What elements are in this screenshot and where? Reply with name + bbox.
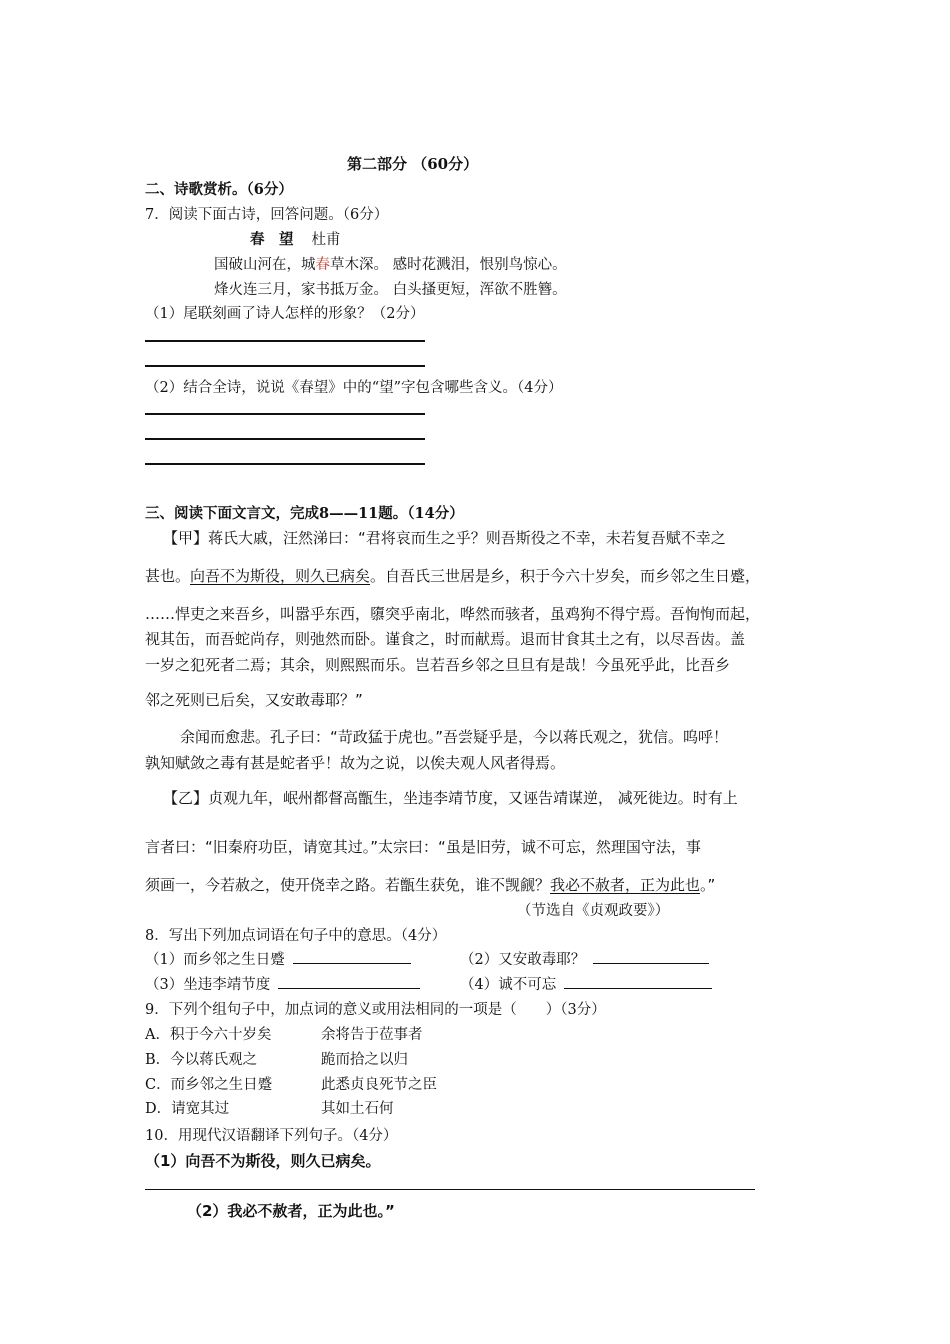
section2-heading: 二、诗歌赏析。（6分） [145, 181, 293, 198]
underlined-sentence: 向吾不为斯役，则久已病矣 [190, 567, 371, 585]
question-10: 10．用现代汉语翻译下列句子。（4分） [145, 1128, 398, 1144]
text-jia-line-7: 余闻而愈悲。孔子曰：“苛政猛于虎也。”吾尝疑乎是，今以蒋氏观之，犹信。呜呼！ [180, 728, 729, 746]
poem-header [250, 228, 341, 249]
underlined-sentence: 我必不赦者，正为此也 [550, 876, 701, 894]
option-a-right: 余将告于莅事者 [321, 1027, 423, 1043]
answer-blank[interactable] [293, 949, 411, 964]
option-b-right: 跪而拾之以归 [321, 1052, 408, 1068]
text-segment: 须画一，今若赦之，使开侥幸之路。若甑生获免，谁不觊觎？ [145, 876, 551, 894]
answer-blank[interactable] [564, 974, 712, 989]
text-jia-line-5: 一岁之犯死者二焉；其余，则熙熙而乐。岂若吾乡邻之旦旦有是哉！今虽死乎此，比吾乡 [145, 656, 731, 674]
answer-line[interactable] [145, 1189, 755, 1190]
poem-line-1-part-b: 草木深。 感时花溅泪，恨别鸟惊心。 [330, 257, 567, 273]
text-jia-line-8: 孰知赋敛之毒有甚是蛇者乎！故为之说，以俟夫观人风者得焉。 [145, 754, 566, 772]
question-8-2 [460, 948, 709, 969]
question-8-4-text: （4）诚不可忘 [460, 977, 557, 993]
question-8-2-text: （2）又安敢毒耶？ [460, 952, 586, 968]
text-jia-line-3: ……悍吏之来吾乡，叫嚣乎东西，隳突乎南北，哗然而骇者，虽鸡狗不得宁焉。吾恂恂而起， [145, 605, 761, 623]
question-9: 9．下列个组句子中，加点词的意义或用法相同的一项是（ ）（3分） [145, 1002, 606, 1018]
question-8-3 [145, 973, 420, 994]
question-7: 7．阅读下面古诗，回答问题。（6分） [145, 207, 389, 223]
poem-line-1 [214, 253, 567, 274]
question-8-1-text: （1）而乡邻之生日蹙 [145, 952, 285, 968]
poem-line-1-highlight: 春 [315, 257, 330, 273]
question-10-1: （1）向吾不为斯役，则久已病矣。 [145, 1152, 381, 1170]
question-8: 8．写出下列加点词语在句子中的意思。（4分） [145, 928, 447, 944]
answer-blank[interactable] [278, 974, 420, 989]
answer-line[interactable] [145, 340, 425, 342]
question-8-3-text: （3）坐违李靖节度 [145, 977, 271, 993]
poem-line-2: 烽火连三月，家书抵万金。 白头搔更短，浑欲不胜簪。 [214, 282, 567, 298]
answer-line[interactable] [145, 413, 425, 415]
text-segment: 。” [700, 876, 716, 894]
option-d-right: 其如土石何 [321, 1101, 394, 1117]
text-segment: 甚也。 [145, 567, 191, 585]
poem-author: 杜甫 [311, 232, 341, 248]
option-b-left[interactable]: B．今以蒋氏观之 [145, 1052, 258, 1068]
source-note: （节选自《贞观政要》） [517, 903, 670, 919]
answer-blank[interactable] [593, 949, 709, 964]
text-yi-line-1: 【乙】贞观九年，岷州都督高甑生，坐违李靖节度，又诬告靖谋逆， 减死徙边。时有上 [163, 789, 738, 807]
section3-heading: 三、阅读下面文言文，完成8——11题。（14分） [145, 505, 464, 522]
question-7-1: （1）尾联刻画了诗人怎样的形象？（2分） [145, 306, 425, 322]
option-d-left[interactable]: D．请宽其过 [145, 1101, 230, 1117]
question-8-4 [460, 973, 712, 994]
question-8-1 [145, 948, 411, 969]
option-c-right: 此悉贞良死节之臣 [321, 1077, 437, 1093]
poem-line-1-part-a: 国破山河在，城 [214, 257, 316, 273]
text-jia-line-4: 视其缶，而吾蛇尚存，则弛然而卧。谨食之，时而献焉。退而甘食其土之有，以尽吾齿。盖 [145, 630, 746, 648]
answer-line[interactable] [145, 438, 425, 440]
text-yi-line-2: 言者曰：“旧秦府功臣，请宽其过。”太宗曰：“虽是旧劳，诚不可忘，然理国守法，事 [145, 838, 701, 856]
question-10-2: （2）我必不赦者，正为此也。” [187, 1202, 395, 1220]
text-jia-line-2 [145, 565, 760, 586]
poem-title: 春 望 [250, 231, 294, 248]
part-title: 第二部分 （60分） [347, 155, 479, 173]
option-c-left[interactable]: C．而乡邻之生日蹙 [145, 1077, 273, 1093]
text-segment: 。自吾氏三世居是乡，积于今六十岁矣，而乡邻之生日蹙， [370, 567, 761, 585]
answer-line[interactable] [145, 365, 425, 367]
text-jia-line-6: 邻之死则已后矣，又安敢毒耶？” [145, 691, 363, 709]
text-jia-line-1: 【甲】蒋氏大戚，汪然涕曰：“君将哀而生之乎？则吾斯役之不幸，未若复吾赋不幸之 [163, 529, 726, 547]
option-a-left[interactable]: A．积于今六十岁矣 [145, 1027, 272, 1043]
text-yi-line-3 [145, 874, 715, 895]
answer-line[interactable] [145, 463, 425, 465]
question-7-2: （2）结合全诗，说说《春望》中的“望”字包含哪些含义。（4分） [145, 380, 563, 396]
